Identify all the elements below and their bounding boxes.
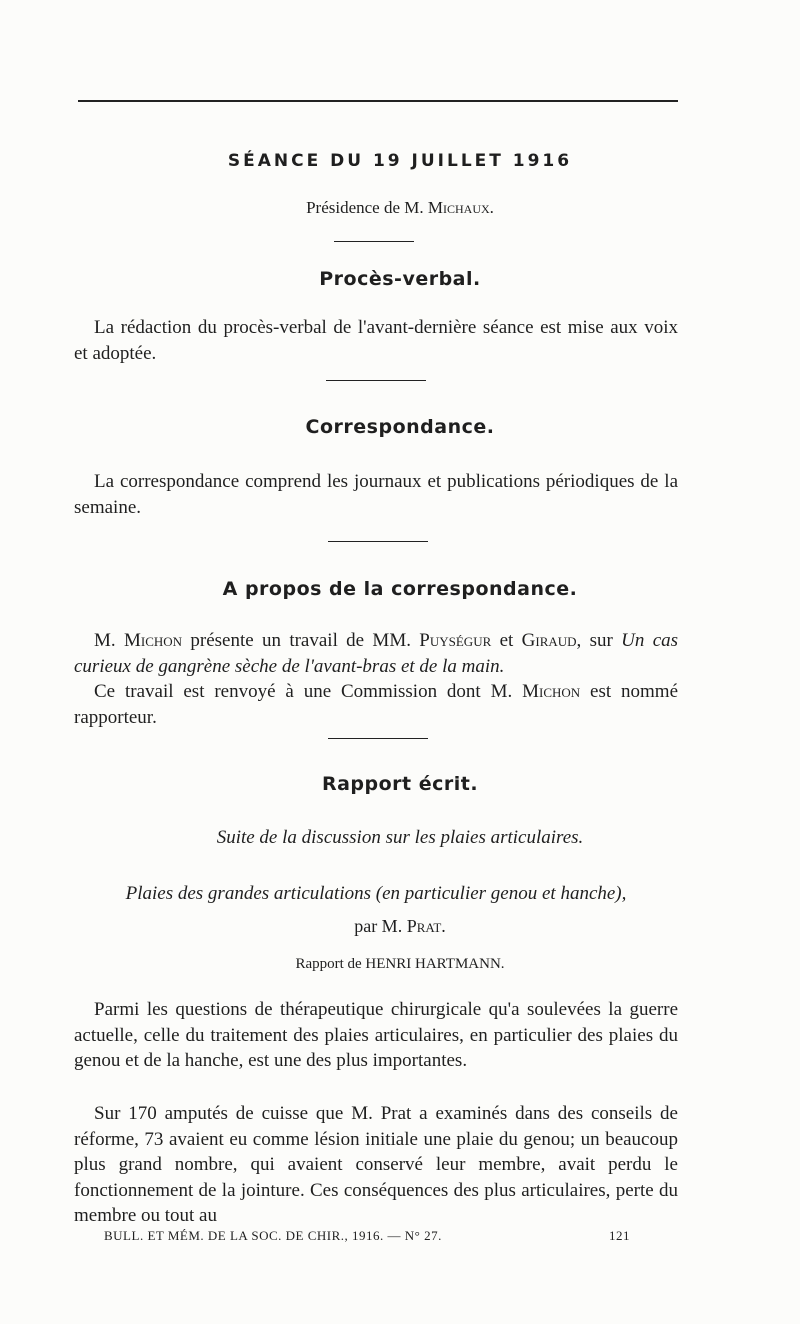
- rapport-p1-text: Parmi les questions de thérapeutique chirurgicale qu'a soulevées la guerre actuelle, celle du traitement des plaies articulaires, en particulier des plaies du genou et de la hanche, est une des plus importantes.: [74, 999, 678, 1071]
- page-footer: [104, 1228, 630, 1244]
- separator-rule: [328, 738, 428, 739]
- rapport-author: [0, 916, 800, 937]
- journal-reference: BULL. ET MÉM. DE LA SOC. DE CHIR., 1916. — N° 27.: [104, 1228, 442, 1243]
- paragraph-correspondance: [74, 469, 678, 520]
- author-prat: Prat.: [406, 916, 446, 936]
- discussion-subtitle: Suite de la discussion sur les plaies articulaires.: [216, 827, 584, 848]
- correspondance-text: La correspondance comprend les journaux et publications périodiques de la semaine.: [74, 471, 678, 518]
- presidence-line: [0, 198, 800, 218]
- paragraph-proces-verbal: [74, 315, 678, 366]
- heading-correspondance: Correspondance.: [305, 416, 495, 438]
- proces-verbal-text: La rédaction du procès-verbal de l'avant-dernière séance est mise aux voix et adoptée.: [74, 317, 678, 364]
- a-propos-p2-end: est nommé rapporteur.: [74, 681, 679, 728]
- rapport-work-title: Plaies des grandes articulations (en particulier genou et hanche),: [125, 883, 627, 904]
- reporter-line: Rapport de HENRI HARTMANN.: [295, 956, 505, 972]
- name-puysegur: Puységur: [419, 630, 492, 651]
- paragraph-rapport-1: [74, 997, 678, 1074]
- top-rule: [78, 100, 678, 102]
- a-propos-m: M.: [94, 630, 116, 651]
- president-name: Michaux.: [427, 198, 494, 217]
- a-propos-sur: , sur: [576, 630, 613, 651]
- page-number: 121: [609, 1228, 630, 1243]
- a-propos-p2-start: Ce travail est renvoyé à une Commission dont M.: [94, 681, 513, 702]
- separator-rule: [328, 541, 428, 542]
- separator-rule: [334, 241, 414, 242]
- heading-rapport: Rapport écrit.: [321, 773, 479, 795]
- session-title: SÉANCE DU 19 JUILLET 1916: [227, 151, 573, 171]
- presidence-prefix: Présidence de M.: [306, 198, 424, 217]
- name-michon: Michon: [123, 630, 183, 651]
- heading-a-propos: A propos de la correspondance.: [222, 578, 578, 600]
- a-propos-et: et: [499, 630, 514, 651]
- rapport-p2-text: Sur 170 amputés de cuisse que M. Prat a examinés dans des conseils de réforme, 73 avaient eu comme lésion initiale une plaie du genou; un beaucoup plus grand nombre, qui avaient conservé leur membre, avait perdu le fonctionnement de la jointure. Ces conséquences des plus articulaires, perte du membre ou tout au: [74, 1103, 678, 1226]
- name-michon-2: Michon: [522, 681, 581, 702]
- a-propos-mid: présente un travail de MM.: [190, 630, 411, 651]
- by-prefix: par M.: [354, 916, 403, 936]
- name-giraud: Giraud: [521, 630, 577, 651]
- paragraph-a-propos: [74, 628, 678, 730]
- separator-rule: [326, 380, 426, 381]
- paragraph-rapport-2: [74, 1101, 678, 1229]
- heading-proces-verbal: Procès-verbal.: [319, 268, 481, 290]
- work-title-gangrene: Un cas curieux de gangrène sèche de l'avant-bras et de la main.: [74, 630, 679, 677]
